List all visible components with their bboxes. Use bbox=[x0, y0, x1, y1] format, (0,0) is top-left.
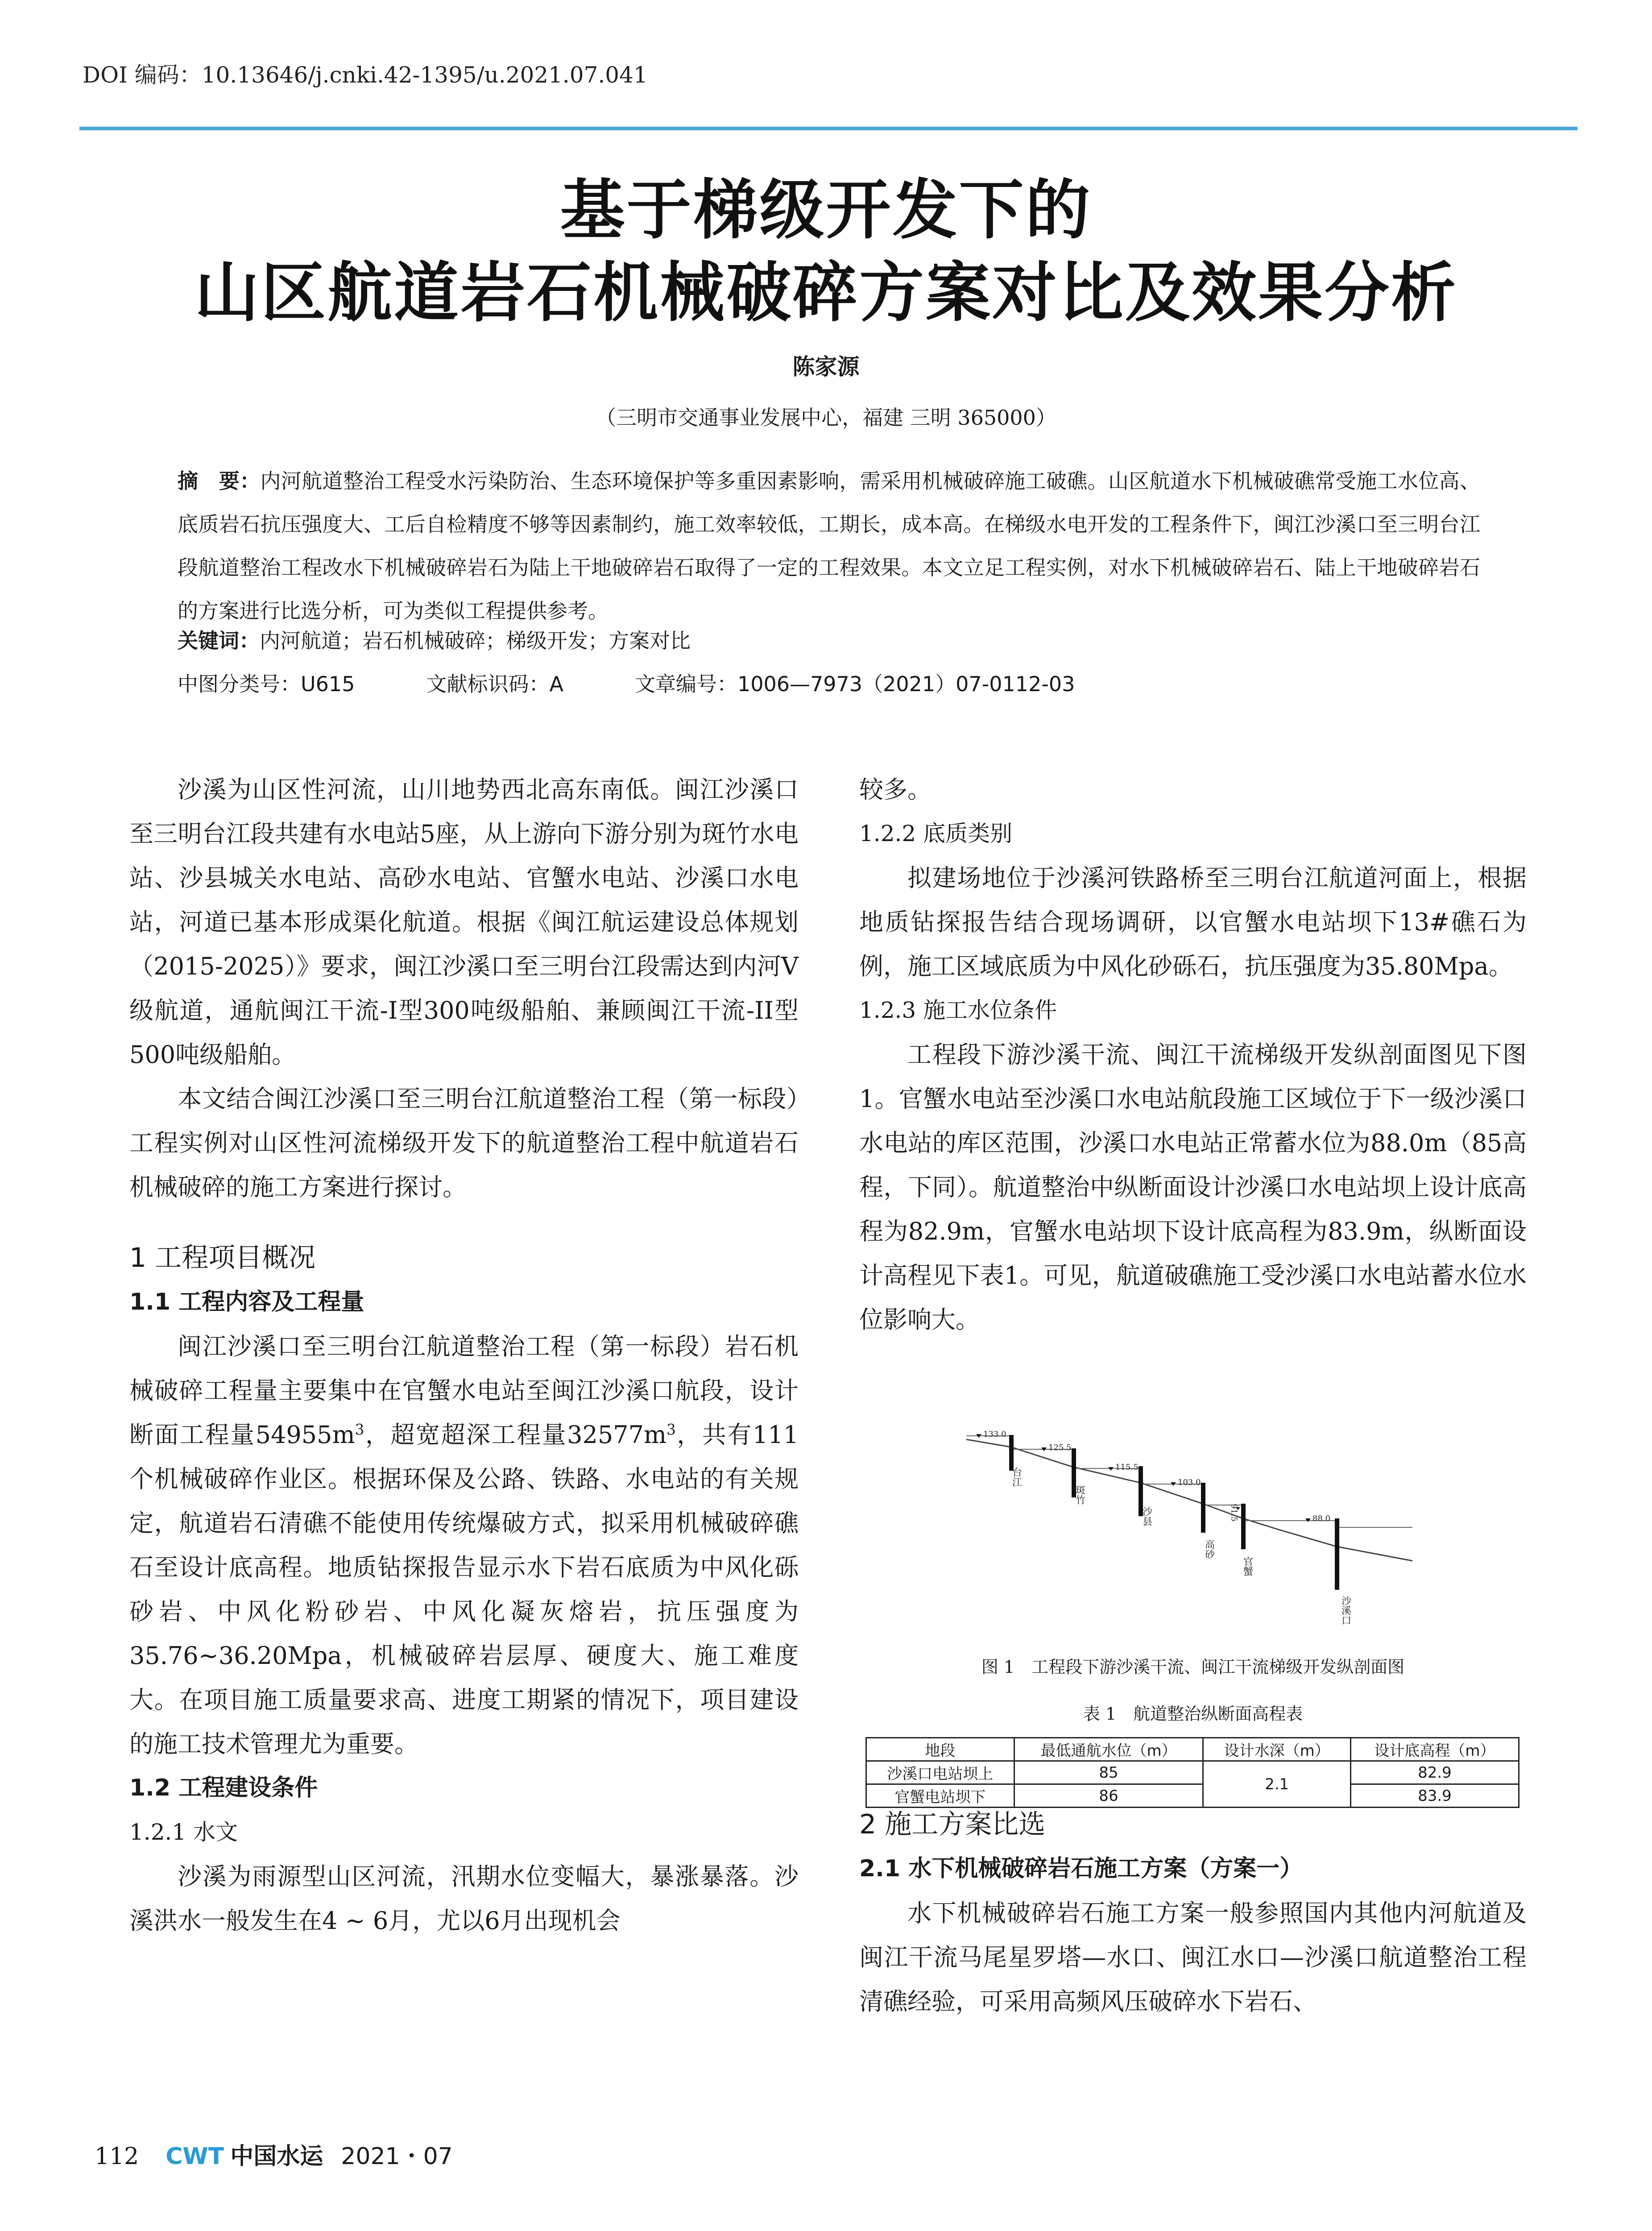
header-rule bbox=[79, 127, 1577, 130]
table-caption: 表 1 航道整治纵断面高程表 bbox=[1083, 1704, 1303, 1724]
paragraph bbox=[129, 1324, 799, 1766]
table-row bbox=[866, 1761, 1519, 1784]
title-line-1: 基于梯级开发下的 bbox=[560, 173, 1092, 248]
table-cell: 沙溪口电站坝上 bbox=[866, 1761, 1014, 1784]
paragraph: 水下机械破碎岩石施工方案一般参照国内其他内河航道及闽江干流马尾星罗塔—水口、闽江水口—沙溪口航道整治工程清礁经验，可采用高频风压破碎水下岩石、 bbox=[859, 1899, 1527, 2015]
article-number: 文章编号：1006—7973（2021）07-0112-03 bbox=[634, 672, 1075, 696]
subsubsection-heading: 1.2.3 施工水位条件 bbox=[859, 997, 1057, 1023]
figure-caption: 图 1 工程段下游沙溪干流、闽江干流梯级开发纵剖面图 bbox=[981, 1657, 1405, 1677]
left-column bbox=[129, 767, 799, 1943]
classification-line bbox=[178, 668, 1516, 697]
subsection-heading: 2.1 水下机械破碎岩石施工方案（方案一） bbox=[859, 1855, 1303, 1882]
page-footer bbox=[95, 2137, 453, 2171]
affiliation: （三明市交通事业发展中心，福建 三明 365000） bbox=[596, 406, 1056, 430]
doi-line: DOI 编码：10.13646/j.cnki.42-1395/u.2021.07.041 bbox=[83, 62, 648, 88]
station-level-label: 133.0 bbox=[983, 1430, 1006, 1439]
station-level-label: 103.0 bbox=[1178, 1478, 1201, 1487]
station-name-label: 台江 bbox=[1010, 1467, 1022, 1487]
table-cell: 官蟹电站坝下 bbox=[866, 1784, 1014, 1808]
paragraph: 本文结合闽江沙溪口至三明台江航道整治工程（第一标段）工程实例对山区性河流梯级开发下的航道整治工程中航道岩石机械破碎的施工方案进行探讨。 bbox=[129, 1085, 799, 1201]
station-banzhu bbox=[1041, 1443, 1085, 1505]
superscript: 3 bbox=[667, 1421, 676, 1438]
document-code: 文献标识码：A bbox=[426, 672, 563, 696]
station-shaxikou bbox=[1305, 1514, 1351, 1625]
abstract-label: 摘 要： bbox=[178, 469, 261, 493]
paragraph: 工程段下游沙溪干流、闽江干流梯级开发纵剖面图见下图1。官蟹水电站至沙溪口水电站航段施工区域位于下一级沙溪口水电站的库区范围，沙溪口水电站正常蓄水位为88.0m（85高程，下同）。航道整治中纵断面设计沙溪口水电站坝上设计底高程为82.9m，官蟹水电站坝下设计底高程为83.9m，纵断面设计高程见下表1。可见，航道破礁施工受沙溪口水电站蓄水位水位影响大。 bbox=[859, 1041, 1527, 1334]
table-header-cell: 最低通航水位（m） bbox=[1014, 1738, 1203, 1761]
station-shaxian bbox=[1108, 1463, 1152, 1526]
riverbed-profile-line bbox=[966, 1439, 1412, 1561]
station-level-label: 125.5 bbox=[1048, 1443, 1072, 1452]
magazine-name: 中国水运 bbox=[230, 2143, 323, 2170]
dam-bar bbox=[1201, 1483, 1205, 1533]
subsection-heading: 1.1 工程内容及工程量 bbox=[129, 1289, 364, 1315]
table-header-row bbox=[866, 1738, 1519, 1761]
table-cell: 82.9 bbox=[1350, 1761, 1519, 1784]
station-name-label: 官蟹 bbox=[1242, 1556, 1253, 1576]
abstract-text: 内河航道整治工程受水污染防治、生态环境保护等多重因素影响，需采用机械破碎施工破礁。山区航道水下机械破礁常受施工水位高、底质岩石抗压强度大、工后自检精度不够等因素制约，施工效率较低，工期长，成本高。在梯级水电开发的工程条件下，闽江沙溪口至三明台江段航道整治工程改水下机械破碎岩石为陆上干地破碎岩石取得了一定的工程效果。本文立足工程实例，对水下机械破碎岩石、陆上干地破碎岩石的方案进行比选分析，可为类似工程提供参考。 bbox=[178, 469, 1481, 623]
station-gaosha bbox=[1171, 1478, 1215, 1559]
station-level-label: 88.0 bbox=[1312, 1514, 1331, 1523]
table-cell: 83.9 bbox=[1350, 1784, 1519, 1808]
section-heading: 1 工程项目概况 bbox=[129, 1242, 316, 1273]
title-line-2: 山区航道岩石机械破碎方案对比及效果分析 bbox=[195, 255, 1457, 331]
station-level-label: 115.5 bbox=[1115, 1463, 1139, 1472]
paragraph: 较多。 bbox=[859, 775, 932, 804]
brand-logo: CWT bbox=[166, 2143, 224, 2170]
paragraph-text: ，超宽超深工程量32577m bbox=[364, 1421, 667, 1449]
table-header-cell: 设计水深（m） bbox=[1203, 1738, 1350, 1761]
dam-bar bbox=[1241, 1504, 1246, 1549]
station-name-label: 斑竹 bbox=[1074, 1485, 1085, 1505]
paragraph: 拟建场地位于沙溪河铁路桥至三明台江航道河面上，根据地质钻探报告结合现场调研，以官蟹水电站坝下13#礁石为例，施工区域底质为中风化砂砾石，抗压强度为35.80Mpa。 bbox=[859, 864, 1527, 980]
station-name-label: 沙溪口 bbox=[1340, 1596, 1351, 1625]
dam-bar bbox=[1335, 1518, 1339, 1590]
table-cell: 85 bbox=[1014, 1761, 1203, 1784]
paragraph: 沙溪为雨源型山区河流，汛期水位变幅大，暴涨暴落。沙溪洪水一般发生在4 ~ 6月，尤以6月出现机会 bbox=[129, 1862, 799, 1935]
paragraph-text: 闽江沙溪口至三明台江航道整治工程（第一标段）岩石机械破碎工程量主要集中在官蟹水电站至闽江沙溪口航段，设计断面工程量54955m bbox=[129, 1332, 799, 1449]
subsection-heading: 1.2 工程建设条件 bbox=[129, 1775, 318, 1801]
abstract bbox=[178, 460, 1480, 633]
station-name-label: 沙县 bbox=[1141, 1506, 1152, 1526]
subsubsection-heading: 1.2.1 水文 bbox=[129, 1819, 238, 1845]
table-cell: 2.1 bbox=[1203, 1761, 1350, 1808]
station-name-label: 高砂 bbox=[1203, 1539, 1215, 1559]
right-column bbox=[859, 767, 1527, 2024]
elevation-table bbox=[865, 1737, 1520, 1808]
dam-bar bbox=[1009, 1435, 1014, 1471]
clc-number: 中图分类号：U615 bbox=[178, 672, 355, 696]
paragraph-text: ，共有111个机械破碎作业区。根据环保及公路、铁路、水电站的有关规定，航道岩石清礁不能使用传统爆破方式，拟采用机械破碎礁石至设计底高程。地质钻探报告显示水下岩石底质为中风化砾砂岩、中风化粉砂岩、中风化凝灰熔岩，抗压强度为35.76~36.20Mpa，机械破碎岩层厚、硬度大、施工难度大。在项目施工质量要求高、进度工期紧的情况下，项目建设的施工技术管理尤为重要。 bbox=[129, 1421, 799, 1758]
subsubsection-heading: 1.2.2 底质类别 bbox=[859, 821, 1013, 846]
profile-figure bbox=[966, 1427, 1430, 1654]
issue-date: 2021・07 bbox=[341, 2143, 453, 2170]
table-header-cell: 设计底高程（m） bbox=[1350, 1738, 1519, 1761]
table-cell: 86 bbox=[1014, 1784, 1203, 1808]
station-guanxie bbox=[1230, 1504, 1253, 1576]
keywords-label: 关键词： bbox=[178, 629, 260, 653]
table-row bbox=[866, 1784, 1519, 1808]
keywords-text: 内河航道；岩石机械破碎；梯级开发；方案对比 bbox=[260, 629, 691, 653]
section-heading: 2 施工方案比选 bbox=[859, 1809, 1046, 1840]
page-number: 112 bbox=[95, 2143, 139, 2170]
station-level-label: 91.5 bbox=[1229, 1504, 1239, 1522]
table-header-cell: 地段 bbox=[866, 1738, 1014, 1761]
keywords bbox=[178, 625, 1480, 654]
superscript: 3 bbox=[355, 1421, 364, 1438]
station-taijiang bbox=[976, 1430, 1022, 1487]
paragraph: 沙溪为山区性河流，山川地势西北高东南低。闽江沙溪口至三明台江段共建有水电站5座，从上游向下游分别为斑竹水电站、沙县城关水电站、高砂水电站、官蟹水电站、沙溪口水电站，河道已基本形成渠化航道。根据《闽江航运建设总体规划（2015-2025）》要求，闽江沙溪口至三明台江段需达到内河Ⅴ级航道，通航闽江干流-I型300吨级船舶、兼顾闽江干流-II型500吨级船舶。 bbox=[129, 775, 799, 1069]
author: 陈家源 bbox=[792, 354, 860, 380]
